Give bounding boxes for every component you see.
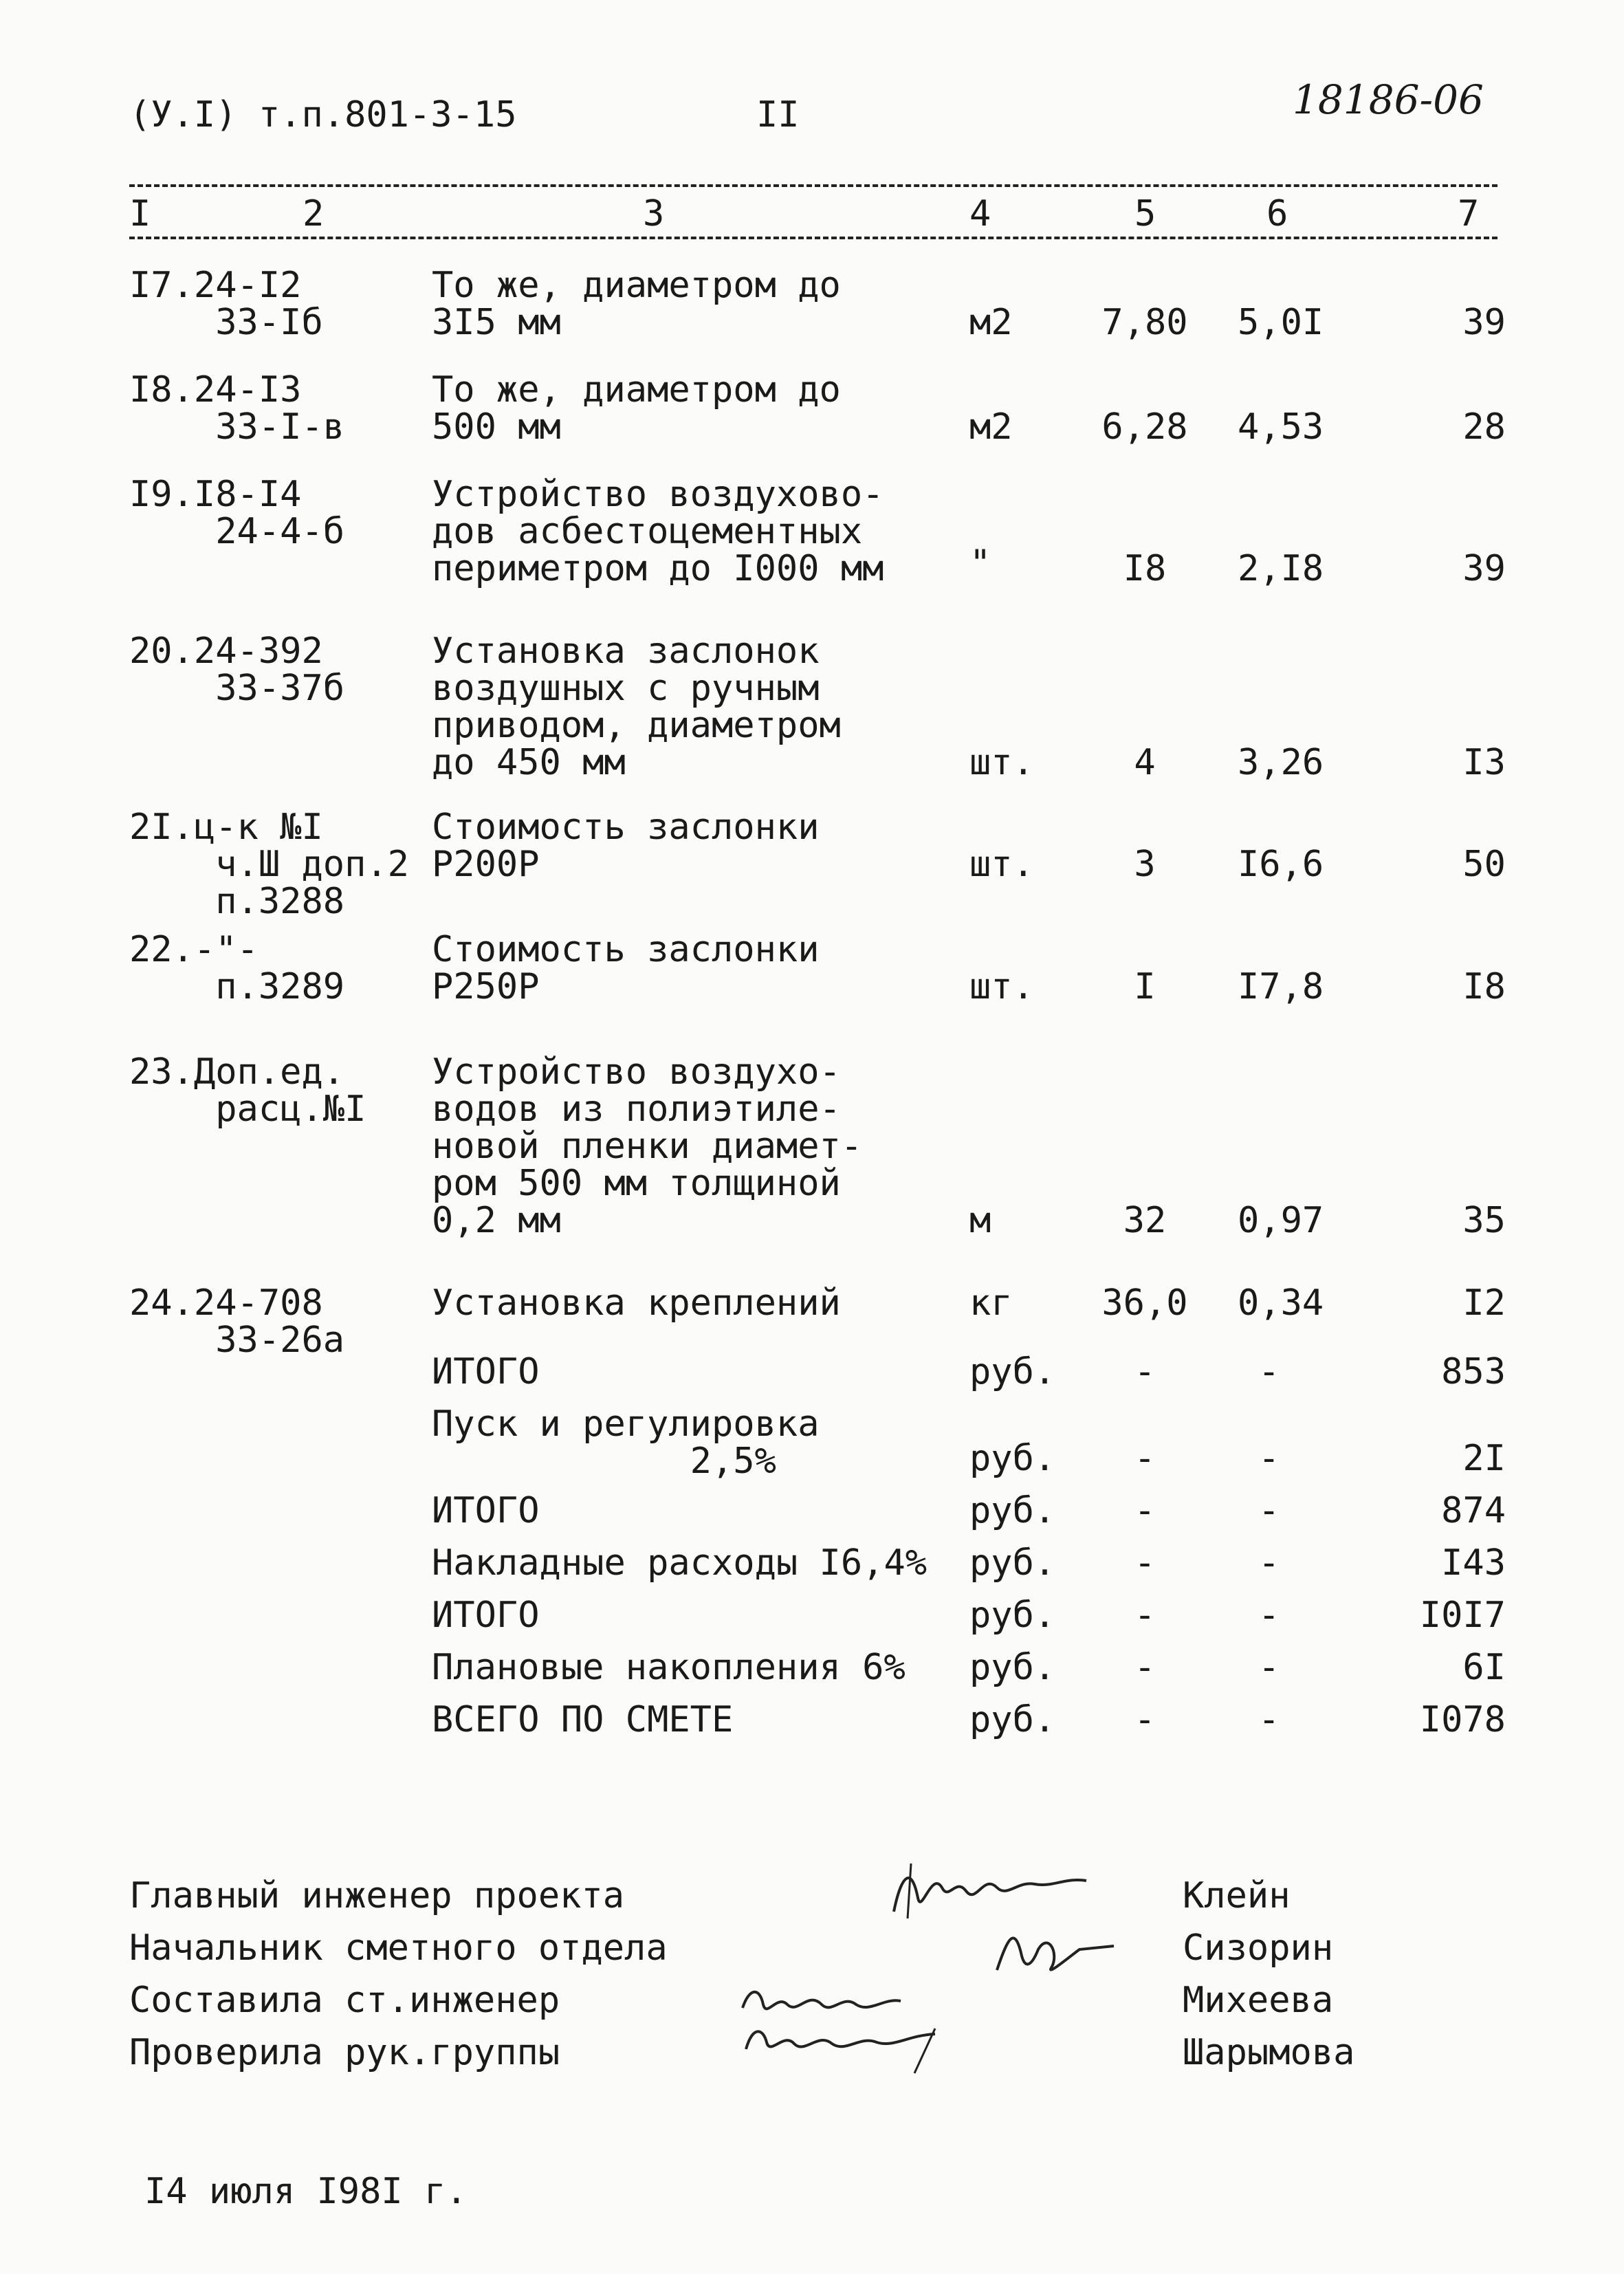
- item-unit: м: [969, 1200, 991, 1241]
- total-qty: -: [1134, 1438, 1156, 1479]
- col-6-label: 6: [1266, 193, 1288, 234]
- item-name: Устройство воздухо- водов из полиэтиле- новой пленки диамет- ром 500 мм толщиной 0,2 мм: [432, 1051, 863, 1241]
- item-unit: м2: [969, 406, 1013, 448]
- col-4-label: 4: [969, 193, 991, 234]
- total-unit: руб.: [969, 1438, 1056, 1479]
- item-qty: 6,28: [1101, 406, 1188, 448]
- item-total: I3: [1462, 742, 1506, 783]
- item-unit: ": [969, 543, 991, 584]
- total-label: ВСЕГО ПО СМЕТЕ: [432, 1699, 734, 1740]
- item-total: 39: [1462, 302, 1506, 343]
- total-price: -: [1258, 1542, 1280, 1584]
- item-code: 24.24-708 33-26а: [129, 1282, 345, 1361]
- document-code: (У.I) т.п.801-3-15: [129, 94, 517, 135]
- total-price: -: [1258, 1351, 1280, 1392]
- item-total: 28: [1462, 406, 1506, 448]
- total-sum: I43: [1441, 1542, 1506, 1584]
- total-sum: 853: [1441, 1351, 1506, 1392]
- item-name: Устройство воздухово- дов асбестоцементных периметром до I000 мм: [432, 474, 884, 589]
- item-name: То же, диаметром до 3I5 мм: [432, 265, 841, 343]
- item-qty: 36,0: [1101, 1282, 1188, 1324]
- total-unit: руб.: [969, 1699, 1056, 1740]
- item-code: 23.Доп.ед. расц.№I: [129, 1051, 366, 1130]
- total-label: ИТОГО: [432, 1490, 540, 1531]
- total-label: ИТОГО: [432, 1595, 540, 1636]
- item-unit: м2: [969, 302, 1013, 343]
- item-qty: 7,80: [1101, 302, 1188, 343]
- item-name: То же, диаметром до 500 мм: [432, 369, 841, 448]
- item-price: 0,34: [1238, 1282, 1324, 1324]
- item-price: 0,97: [1238, 1200, 1324, 1241]
- total-qty: -: [1134, 1351, 1156, 1392]
- item-total: 50: [1462, 844, 1506, 885]
- signature-name: Сизорин: [1183, 1927, 1334, 1969]
- col-2-label: 2: [303, 193, 325, 234]
- total-unit: руб.: [969, 1490, 1056, 1531]
- item-price: 3,26: [1238, 742, 1324, 783]
- total-qty: -: [1134, 1490, 1156, 1531]
- col-1-label: I: [129, 193, 151, 234]
- item-code: 22.-"- п.3289: [129, 929, 345, 1007]
- total-label: Пуск и регулировка 2,5%: [432, 1403, 820, 1482]
- item-unit: шт.: [969, 966, 1034, 1007]
- item-unit: шт.: [969, 742, 1034, 783]
- item-qty: I8: [1123, 548, 1167, 589]
- item-code: 20.24-392 33-37б: [129, 631, 345, 709]
- signature-role: Главный инженер проекта: [129, 1875, 625, 1916]
- item-name: Установка заслонок воздушных с ручным приводом, диаметром до 450 мм: [432, 631, 841, 783]
- item-total: I8: [1462, 966, 1506, 1007]
- total-sum: 2I: [1462, 1438, 1506, 1479]
- total-unit: руб.: [969, 1647, 1056, 1688]
- total-price: -: [1258, 1490, 1280, 1531]
- item-total: I2: [1462, 1282, 1506, 1324]
- item-code: I7.24-I2 33-Iб: [129, 265, 323, 343]
- total-price: -: [1258, 1699, 1280, 1740]
- item-code: I9.I8-I4 24-4-б: [129, 474, 345, 552]
- page-number: II: [756, 94, 800, 135]
- total-label: Накладные расходы I6,4%: [432, 1542, 928, 1584]
- item-price: I7,8: [1238, 966, 1324, 1007]
- total-unit: руб.: [969, 1595, 1056, 1636]
- signature-name: Клейн: [1183, 1875, 1291, 1916]
- header-divider: [129, 237, 1497, 239]
- item-name: Стоимость заслонки Р200Р: [432, 807, 820, 885]
- item-unit: шт.: [969, 844, 1034, 885]
- item-price: I6,6: [1238, 844, 1324, 885]
- signature-name: Шарымова: [1183, 2032, 1355, 2073]
- item-qty: 4: [1134, 742, 1156, 783]
- total-price: -: [1258, 1647, 1280, 1688]
- total-sum: I0I7: [1419, 1595, 1506, 1636]
- total-qty: -: [1134, 1699, 1156, 1740]
- total-qty: -: [1134, 1542, 1156, 1584]
- signature-role: Начальник сметного отдела: [129, 1927, 668, 1969]
- item-price: 2,I8: [1238, 548, 1324, 589]
- total-price: -: [1258, 1595, 1280, 1636]
- col-5-label: 5: [1134, 193, 1156, 234]
- item-code: I8.24-I3 33-I-в: [129, 369, 345, 448]
- item-total: 39: [1462, 548, 1506, 589]
- signature-role: Составила ст.инженер: [129, 1980, 560, 2021]
- item-code: 2I.ц-к №I ч.Ш доп.2 п.3288: [129, 807, 409, 922]
- item-qty: 3: [1134, 844, 1156, 885]
- total-sum: 6I: [1462, 1647, 1506, 1688]
- total-qty: -: [1134, 1595, 1156, 1636]
- total-qty: -: [1134, 1647, 1156, 1688]
- top-divider: [129, 184, 1497, 187]
- signature-role: Проверила рук.группы: [129, 2032, 560, 2073]
- total-sum: I078: [1419, 1699, 1506, 1740]
- item-name: Установка креплений: [432, 1282, 841, 1324]
- item-name: Стоимость заслонки Р250Р: [432, 929, 820, 1007]
- total-unit: руб.: [969, 1542, 1056, 1584]
- item-qty: I: [1134, 966, 1156, 1007]
- total-sum: 874: [1441, 1490, 1506, 1531]
- item-qty: 32: [1123, 1200, 1167, 1241]
- total-price: -: [1258, 1438, 1280, 1479]
- item-price: 5,0I: [1238, 302, 1324, 343]
- total-label: Плановые накопления 6%: [432, 1647, 906, 1688]
- total-label: ИТОГО: [432, 1351, 540, 1392]
- item-total: 35: [1462, 1200, 1506, 1241]
- col-7-label: 7: [1458, 193, 1480, 234]
- item-price: 4,53: [1238, 406, 1324, 448]
- document-number: 18186-06: [1293, 76, 1484, 123]
- col-3-label: 3: [643, 193, 665, 234]
- total-unit: руб.: [969, 1351, 1056, 1392]
- document-date: I4 июля I98I г.: [144, 2171, 468, 2212]
- item-unit: кг: [969, 1282, 1013, 1324]
- handwritten-signature: [729, 1967, 1018, 2084]
- signature-name: Михеева: [1183, 1980, 1334, 2021]
